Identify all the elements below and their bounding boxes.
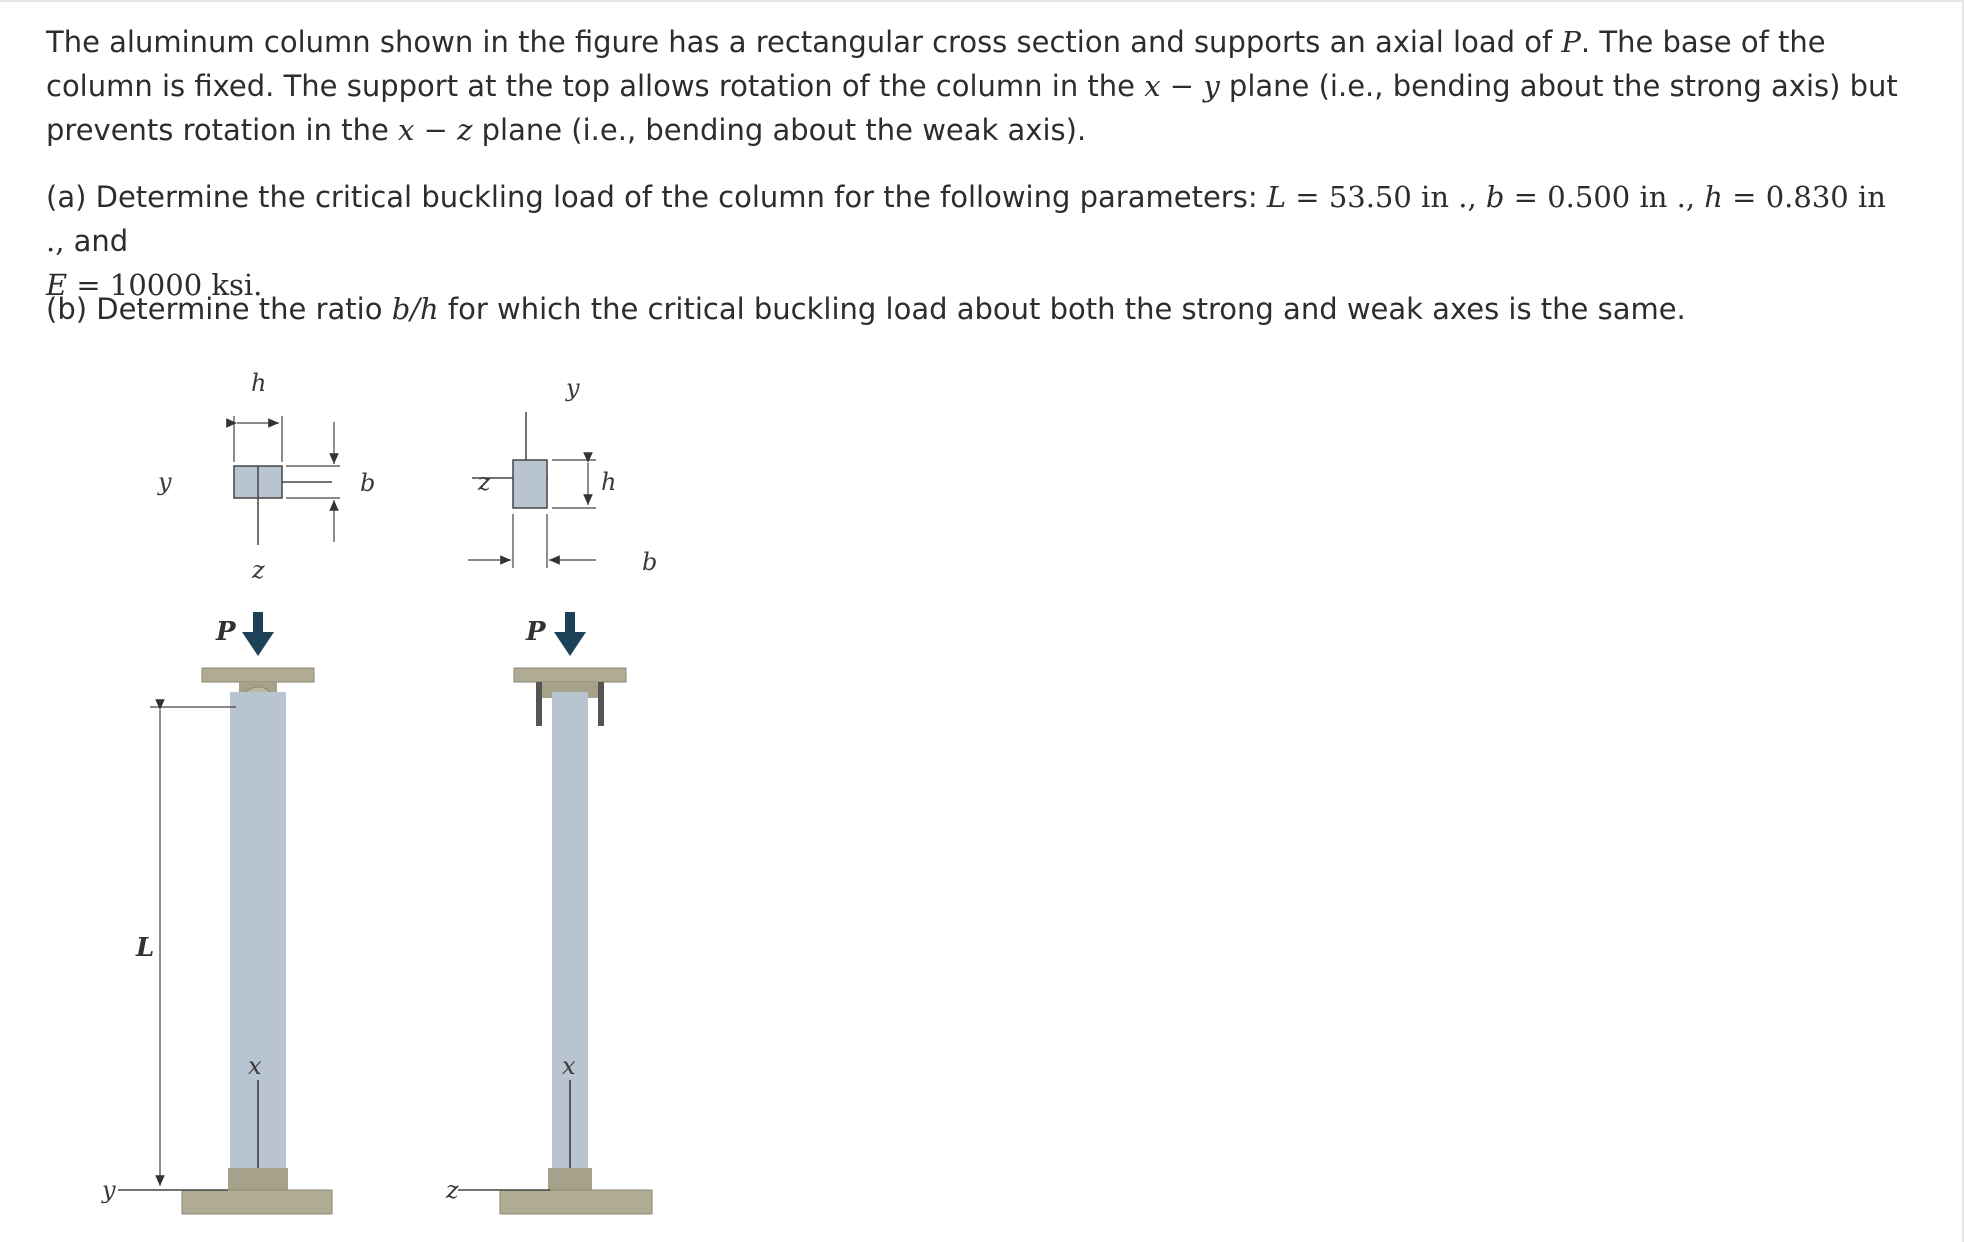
p3-text-2: for which the critical buckling load about both the strong and weak axes is the same. [438, 292, 1686, 326]
column-figure-svg [96, 360, 676, 1230]
p2-math-b: b [1485, 180, 1505, 214]
p1-math-xz: x − z [398, 113, 473, 147]
left-column-figure [101, 369, 375, 1214]
p2-value-L: = 53.50 in ., [1286, 180, 1486, 214]
p2-value-h: = 0.830 in ., [46, 180, 1886, 258]
left-label-y-top: y [158, 468, 172, 496]
right-section-rect [513, 460, 547, 508]
left-label-x: x [248, 1052, 262, 1080]
right-label-h: h [601, 468, 617, 496]
left-cross-section [157, 369, 375, 584]
p2-math-h: h [1704, 180, 1723, 214]
p2-text-1: (a) Determine the critical buckling load of the column for the following parameters: [46, 180, 1267, 214]
left-load-arrow [215, 612, 274, 656]
p2-text-2: and [64, 224, 129, 258]
left-fixed-base [182, 1168, 332, 1214]
left-label-y-base: y [102, 1176, 116, 1204]
left-label-z-top: z [252, 556, 265, 584]
p1-text-1: The aluminum column shown in the figure has a rectangular cross section and supports an axial load of [46, 25, 1562, 59]
p1-text-2: . The base of the column is fixed. The support at the top allows rotation of the column in the [46, 25, 1826, 103]
right-label-P: P [526, 617, 546, 647]
right-label-b: b [642, 548, 658, 576]
p2-value-b: = 0.500 in ., [1504, 180, 1705, 214]
p1-math-P: P [1561, 25, 1581, 59]
right-label-z-top: z [478, 468, 491, 496]
right-label-x: x [562, 1052, 576, 1080]
problem-paragraph-3 [46, 287, 1906, 331]
right-label-z-base: z [446, 1176, 459, 1204]
right-column-figure [445, 374, 657, 1214]
column-figure [96, 360, 676, 1230]
right-load-arrow [525, 612, 586, 656]
p2-math-E: E [46, 268, 68, 302]
p1-text-4: plane (i.e., bending about the weak axis). [472, 113, 1087, 147]
left-label-P: P [216, 617, 236, 647]
p2-math-L: L [1266, 180, 1287, 214]
p3-text-1: (b) Determine the ratio [46, 292, 392, 326]
p2-value-E: = 10000 ksi. [67, 268, 263, 302]
p1-text-3: plane (i.e., bending about the strong axis) but prevents rotation in the [46, 69, 1898, 147]
p3-math-ratio: b/h [391, 292, 439, 326]
left-label-L: L [136, 933, 155, 963]
right-cross-section [468, 374, 657, 576]
right-label-y-top: y [566, 374, 580, 402]
p1-math-xy: x − y [1144, 69, 1220, 103]
left-label-h: h [251, 369, 267, 397]
right-fixed-base [500, 1168, 652, 1214]
left-label-b: b [360, 469, 376, 497]
problem-paragraph-1 [46, 20, 1906, 152]
left-length-dimension [135, 707, 236, 1186]
